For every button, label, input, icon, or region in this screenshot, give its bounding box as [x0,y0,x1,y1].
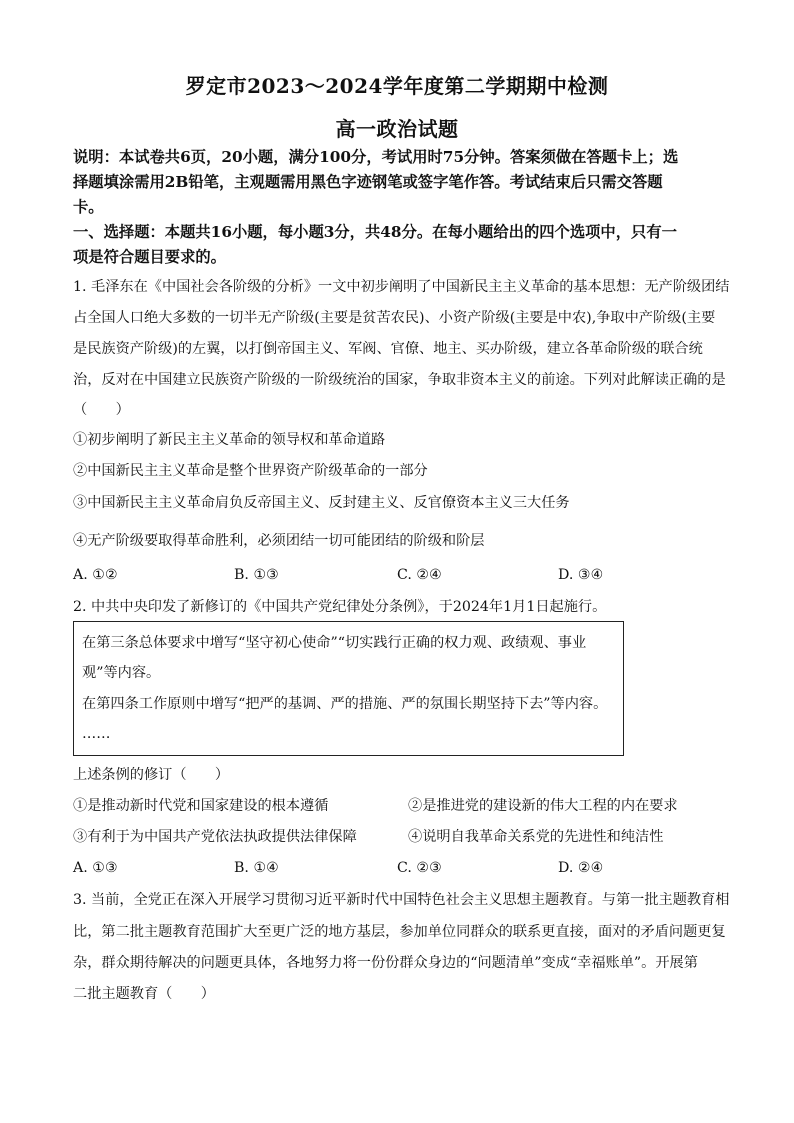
q3-stem-line: 杂，群众期待解决的问题更具体，各地努力将一份份群众身边的“问题清单”变成“幸福账单”。开展第 [73,955,698,971]
q2-stem: 2. 中共中央印发了新修订的《中国共产党纪律处分条例》，于2024年1月1日起施行。 [73,599,607,615]
q2-statement: ④说明自我革命关系党的先进性和纯洁性 [408,829,664,845]
q3-stem-line: 二批主题教育（ ） [73,986,215,1002]
q1-option-b[interactable]: B. ①③ [234,567,279,583]
q1-statement: ①初步阐明了新民主主义革命的领导权和革命道路 [73,432,386,448]
section-heading: 项是符合题目要求的。 [73,248,226,266]
q1-option-c[interactable]: C. ②④ [397,567,442,583]
q2-box-line: 在第三条总体要求中增写“坚守初心使命”“切实践行正确的权力观、政绩观、事业 [82,635,587,651]
q2-statement: ②是推进党的建设新的伟大工程的内在要求 [408,798,678,814]
q3-stem-line: 3. 当前，全党正在深入开展学习贯彻习近平新时代中国特色社会主义思想主题教育。与第一批主题教育相 [73,892,730,908]
q2-box-line: 观”等内容。 [82,665,161,681]
q1-option-d[interactable]: D. ③④ [558,567,604,583]
q2-prompt: 上述条例的修订（ ） [73,767,230,783]
q2-option-a[interactable]: A. ①③ [73,860,118,876]
section-heading: 一、选择题：本题共16小题，每小题3分，共48分。在每小题给出的四个选项中，只有一 [73,223,677,241]
q2-option-d[interactable]: D. ②④ [558,860,604,876]
q3-stem-line: 比，第二批主题教育范围扩大至更广泛的地方基层，参加单位同群众的联系更直接，面对的矛盾问题更复 [73,924,726,940]
q1-stem-line: 1. 毛泽东在《中国社会各阶级的分析》一文中初步阐明了中国新民主主义革命的基本思想：无产阶级团结 [73,279,730,295]
exam-title: 罗定市2023～2024学年度第二学期期中检测 [185,74,609,98]
exam-subtitle: 高一政治试题 [335,117,459,141]
q2-option-c[interactable]: C. ②③ [397,860,442,876]
q1-statement: ④无产阶级要取得革命胜利，必须团结一切可能团结的阶级和阶层 [73,533,485,549]
q1-statement: ②中国新民主主义革命是整个世界资产阶级革命的一部分 [73,463,428,479]
q1-stem-line: （ ） [73,402,130,418]
q2-option-b[interactable]: B. ①④ [234,860,279,876]
q2-box-line: …… [82,726,111,742]
q1-stem-line: 占全国人口绝大多数的一切半无产阶级(主要是贫苦农民)、小资产阶级(主要是中农),争取中产阶级(主要 [73,310,716,326]
q2-material-box [73,621,624,756]
q1-stem-line: 治，反对在中国建立民族资产阶级的一阶级统治的国家，争取非资本主义的前途。下列对此解读正确的是 [73,372,726,388]
q2-statement: ③有利于为中国共产党依法执政提供法律保障 [73,829,357,845]
instructions-line: 择题填涂需用2B铅笔，主观题需用黑色字迹钢笔或签字笔作答。考试结束后只需交答题 [73,173,663,191]
q1-statement: ③中国新民主主义革命肩负反帝国主义、反封建主义、反官僚资本主义三大任务 [73,495,570,511]
instructions-line: 卡。 [73,198,104,216]
q1-option-a[interactable]: A. ①② [73,567,118,583]
instructions-line: 说明：本试卷共6页，20小题，满分100分，考试用时75分钟。答案须做在答题卡上；选 [73,148,679,166]
q2-box-line: 在第四条工作原则中增写“把严的基调、严的措施、严的氛围长期坚持下去”等内容。 [82,696,608,712]
q2-statement: ①是推动新时代党和国家建设的根本遵循 [73,798,329,814]
q1-stem-line: 是民族资产阶级)的左翼，以打倒帝国主义、军阀、官僚、地主、买办阶级，建立各革命阶级的联合统 [73,341,703,357]
